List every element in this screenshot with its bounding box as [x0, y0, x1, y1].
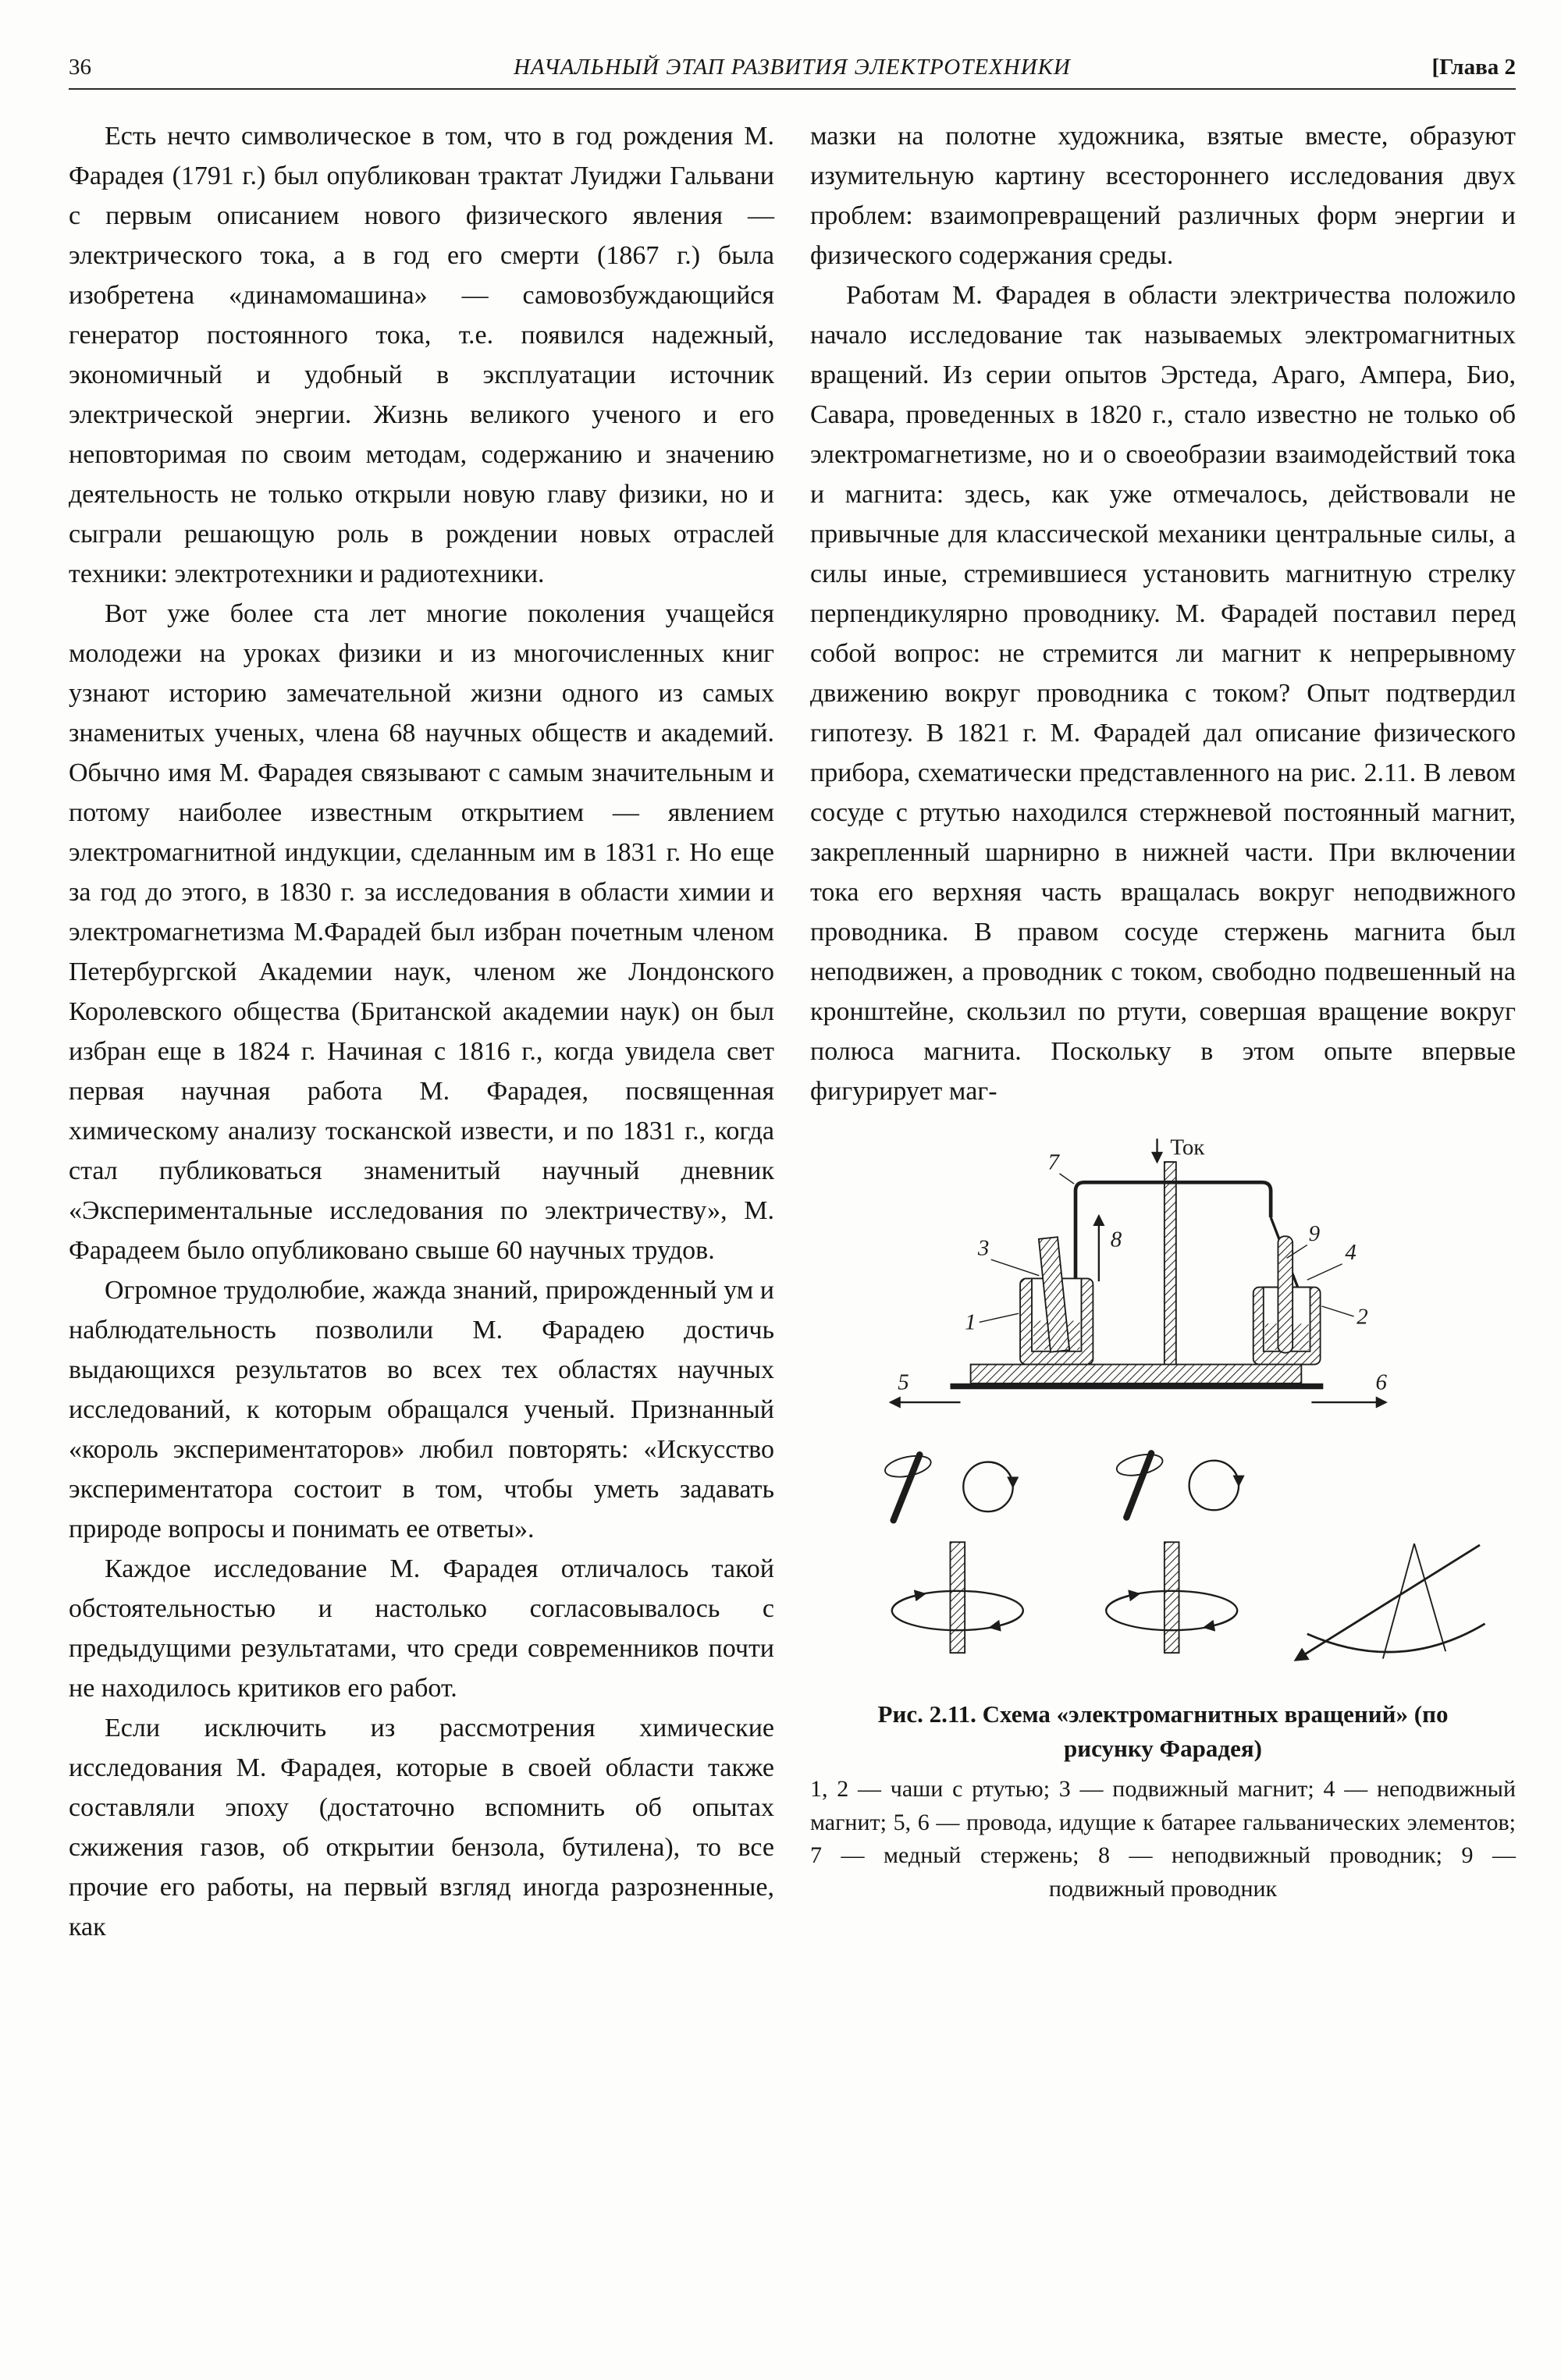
- callout-1: 1: [965, 1309, 976, 1335]
- callout-8: 8: [1110, 1227, 1122, 1252]
- callout-3: 3: [977, 1235, 990, 1261]
- leader-2: [1321, 1306, 1353, 1316]
- callout-5: 5: [898, 1369, 909, 1395]
- sketch-dish: [1307, 1624, 1485, 1652]
- right-column: [810, 116, 1516, 1947]
- sketch-rotation-arrow-1: [988, 1462, 1013, 1487]
- figure-caption-legend: 1, 2 — чаши с ртутью; 3 — подвижный магнит; 4 — неподвижный магнит; 5, 6 — провода, идущие к батарее гальванических элементов; 7 — медный стержень; 8 — неподвижный проводник; 9 — подвижный проводник: [810, 1776, 1516, 1902]
- chapter-label: [Глава 2: [1431, 55, 1516, 80]
- left-column: [69, 116, 774, 1947]
- callout-6: 6: [1375, 1369, 1387, 1395]
- running-title: НАЧАЛЬНЫЙ ЭТАП РАЗВИТИЯ ЭЛЕКТРОТЕХНИКИ: [514, 55, 1071, 80]
- current-label: Ток: [1170, 1135, 1205, 1160]
- figure-caption: [810, 1697, 1516, 1906]
- paragraph-right-2: Работам М. Фарадея в области электричества положило начало исследование так называемых электромагнитных вращений. Из серии опытов Эрстеда, Араго, Ампера, Био, Савара, проведенных в 1820 г., стало известно не только об электромагнетизме, но и о своеобразии взаимодействий тока и магнита: здесь, как уже отмечалось, действовали не привычные для классической механики центральные силы, а силы иные, стремившиеся установить магнитную стрелку перпендикулярно проводнику. М. Фарадей поставил перед собой вопрос: не стремится ли магнит к непрерывному движению вокруг проводника с током? Опыт подтвердил гипотезу. В 1821 г. М. Фарадей дал описание физического прибора, схематически представленного на рис. 2.11. В левом сосуде с ртутью находился стержневой постоянный магнит, закрепленный шарнирно в нижней части. При включении тока его верхняя часть вращалась вокруг неподвижного проводника. В правом сосуде стержень магнита был неподвижен, а проводник с током, свободно подвешенный на кронштейне, скользил по ртути, совершая вращение вокруг полюса магнита. Поскольку в этом опыте впервые фигурирует маг-: [810, 281, 1516, 1106]
- paragraph-left-4: Каждое исследование М. Фарадея отличалось такой обстоятельностью и настолько согласовывалось с предыдущими результатами, что среди современников почти не находилось критиков его работ.: [69, 1554, 774, 1703]
- figure-2-11: [810, 1130, 1516, 1906]
- callout-7: 7: [1047, 1149, 1060, 1175]
- text-columns: [69, 116, 1516, 1947]
- central-stand: [1165, 1162, 1176, 1372]
- sketch-magnet-1: [950, 1542, 965, 1653]
- page-header: [69, 55, 1516, 90]
- sketch-orbit-2: [1115, 1451, 1164, 1479]
- callout-4: 4: [1345, 1240, 1357, 1266]
- apparatus-schematic: [891, 1135, 1388, 1402]
- leader-7: [1059, 1174, 1074, 1184]
- sketch-orbit-1: [884, 1452, 933, 1480]
- fixed-magnet: [1278, 1236, 1293, 1352]
- page-number: 36: [69, 55, 91, 80]
- paragraph-left-5: Если исключить из рассмотрения химические исследования М. Фарадея, которые в своей области также составляли эпоху (достаточно вспомнить об опытах сжижения газов, об открытии бензола, бутилена), то все прочие его работы, на первый взгляд иногда разрозненные, как: [69, 1714, 774, 1941]
- paragraph-left-1: Есть нечто символическое в том, что в год рождения М. Фарадея (1791 г.) был опубликован трактат Луиджи Гальвани с первым описанием нового физического явления — электрического тока, а в год его смерти (1867 г.) была изобретена «динамомашина» — самовозбуждающийся генератор постоянного тока, т.е. появился надежный, экономичный и удобный в эксплуатации источник электрической энергии. Жизнь великого ученого и его неповторимая по своим методам, содержанию и значению деятельность не только открыли новую главу физики, но и сыграли решающую роль в рождении новых отраслей техники: электротехники и радиотехники.: [69, 122, 774, 588]
- figure-drawing: [835, 1130, 1491, 1683]
- callout-9: 9: [1308, 1220, 1321, 1246]
- sketch-rod-1: [894, 1455, 920, 1520]
- leader-4: [1307, 1264, 1342, 1281]
- sketch-pivot-line-2: [1414, 1543, 1445, 1651]
- sketch-rotation-arrow-2: [1214, 1461, 1239, 1486]
- paragraph-left-3: Огромное трудолюбие, жажда знаний, прирожденный ум и наблюдательность позволили М. Фарадею достичь выдающихся результатов во всех тех областях научных исследований, к которым обращался ученый. Признанный «король экспериментаторов» любил повторять: «Искусство экспериментатора состоит в том, чтобы уметь задавать природе вопросы и понимать ее ответы».: [69, 1276, 774, 1543]
- callout-2: 2: [1357, 1304, 1368, 1330]
- paragraph-right-1: мазки на полотне художника, взятые вместе, образуют изумительную картину всестороннего исследования двух проблем: взаимопревращений различных форм энергии и физического содержания среды.: [810, 122, 1516, 270]
- sketch-rod-2: [1126, 1453, 1151, 1517]
- base-platform: [971, 1365, 1302, 1384]
- base-plate: [950, 1384, 1323, 1389]
- sketch-magnet-2: [1165, 1542, 1179, 1653]
- sketch-pivot-line-1: [1383, 1543, 1414, 1658]
- faraday-sketches: [884, 1451, 1485, 1660]
- figure-caption-title: Рис. 2.11. Схема «электромагнитных вращений» (по рисунку Фарадея): [877, 1700, 1449, 1762]
- leader-1: [980, 1313, 1019, 1322]
- paragraph-left-2: Вот уже более ста лет многие поколения учащейся молодежи на уроках физики и из многочисленных книг узнают историю замечательной жизни одного из самых знаменитых ученых, члена 68 научных обществ и академий. Обычно имя М. Фарадея связывают с самым значительным и потому наиболее известным открытием — явлением электромагнитной индукции, сделанным им в 1831 г. Но еще за год до этого, в 1830 г. за исследования в области химии и электромагнетизма М.Фарадей был избран почетным членом Петербургской Академии наук, членом же Лондонского Королевского общества (Британской академии наук) он был избран еще в 1824 г. Начиная с 1816 г., когда увидела свет первая научная работа М. Фарадея, посвященная химическому анализу тосканской извести, и по 1831 г., когда стал публиковаться знаменитый научный дневник «Экспериментальные исследования по электричеству», М. Фарадеем было опубликовано свыше 60 научных трудов.: [69, 599, 774, 1265]
- leader-3: [991, 1259, 1040, 1276]
